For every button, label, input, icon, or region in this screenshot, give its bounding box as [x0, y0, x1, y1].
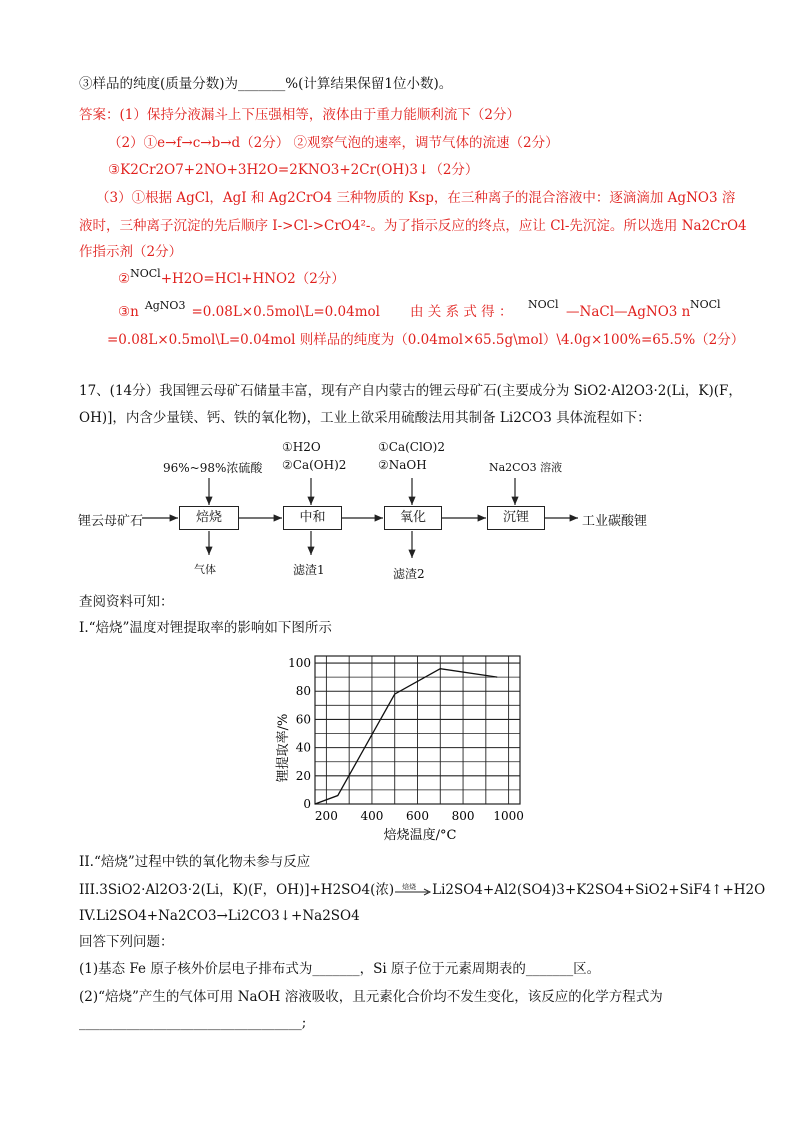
flow-reagent-1: 96%~98%浓硫酸 [163, 461, 263, 475]
flow-output-residue-2: 滤渣2 [393, 567, 425, 581]
chart-x-tick-label: 400 [360, 809, 384, 823]
answer-line-8d: NOCl [528, 298, 559, 311]
flow-reagent-3a: ①Ca(ClO)2 [378, 440, 445, 454]
info-item-2: II.“焙烧”过程中铁的氧化物未参与反应 [79, 854, 311, 870]
chart-y-tick-label: 60 [295, 712, 311, 727]
chart-y-tick-label: 0 [303, 797, 311, 811]
info-item-3 [79, 881, 765, 899]
info-item-3-rhs: Li2SO4+Al2(SO4)3+K2SO4+SiO2+SiF4↑+H2O [432, 882, 766, 898]
flow-reagent-2a: ①H2O [282, 440, 321, 454]
answer-line-6: 作指示剂（2分） [79, 244, 183, 260]
flow-start-label: 锂云母矿石 [78, 514, 144, 529]
answer-line-9: =0.08L×0.5mol\L=0.04mol 则样品的纯度为（0.04mol×65.5g\mol）\4.0g×100%=65.5%（2分） [107, 332, 745, 348]
chart-y-tick-labels [288, 656, 311, 811]
question-2-answer-blank[interactable]: _________________________________; [79, 1015, 307, 1031]
answer-line-7-formula: NOCl [130, 267, 161, 280]
lithium-extraction-chart [270, 648, 550, 844]
questions-heading: 回答下列问题： [79, 934, 174, 950]
flow-reagent-3b: ②NaOH [378, 458, 427, 472]
chart-y-axis-label: 锂提取率/% [276, 713, 291, 783]
answer-line-8-n: ③n [118, 304, 139, 320]
answer-line-2: （2）①e→f→c→b→d（2分） ②观察气泡的速率，调节气体的流速（2分） [108, 135, 559, 151]
flow-step-neutralize: 中和 [283, 506, 342, 530]
chart-series-line [315, 669, 497, 804]
answer-line-8f: NOCl [690, 298, 721, 311]
answer-line-8c: 由 关 系 式 得 ： [410, 304, 513, 320]
chart-x-tick-label: 600 [406, 809, 429, 823]
flow-output-residue-1: 滤渣1 [293, 563, 325, 577]
info-item-4: IV.Li2SO4+Na2CO3→Li2CO3↓+Na2SO4 [79, 908, 360, 924]
chart-x-tick-label: 200 [314, 809, 338, 823]
question-1: (1)基态 Fe 原子核外价层电子排布式为_______，Si 原子位于元素周期表的_______区。 [79, 961, 601, 977]
chart-x-tick-label: 800 [451, 809, 475, 823]
info-item-3-lhs: III.3SiO2·Al2O3·2(Li，K)(F，OH)]+H2SO4(浓) [79, 882, 395, 898]
answer-line-8-b: =0.08L×0.5mol\L=0.04mol [191, 304, 380, 320]
answer-line-5: 液时，三种离子沉淀的先后顺序 I->Cl->CrO4²-。为了指示反应的终点，应让 Cl-先沉淀。所以选用 Na2CrO4 [79, 218, 747, 234]
flow-step-precipitate-li: 沉锂 [487, 506, 545, 530]
answer-line-7-prefix: ② [118, 271, 131, 287]
info-heading: 查阅资料可知： [79, 594, 174, 610]
chart-x-tick-labels [315, 809, 524, 823]
answer-line-8e: —NaCl—AgNO3 n [566, 304, 691, 320]
answer-line-1: 答案：(1）保持分液漏斗上下压强相等，液体由于重力能顺利流下（2分） [79, 107, 520, 123]
answer-line-7-rest: +H2O=HCl+HNO2（2分） [160, 271, 345, 287]
flow-product-label: 工业碳酸锂 [582, 514, 648, 529]
chart-y-tick-label: 80 [295, 684, 311, 699]
q17-intro-line-2: OH)]，内含少量镁、钙、铁的氧化物)，工业上欲采用硫酸法用其制备 Li2CO3 具体流程如下： [79, 410, 651, 426]
chart-y-tick-label: 100 [288, 656, 311, 671]
answer-line-4: （3）①根据 AgCl，AgI 和 Ag2CrO4 三种物质的 Ksp，在三种离子的混合溶液中：逐滴滴加 AgNO3 溶 [96, 190, 736, 206]
q16-item3-text: ③样品的纯度(质量分数)为_______%(计算结果保留1位小数)。 [79, 76, 453, 92]
q17-intro-line-1: 17、(14分）我国锂云母矿石储量丰富，现有产自内蒙古的锂云母矿石(主要成分为 SiO2·Al2O3·2(Li，K)(F， [79, 383, 742, 399]
info-item-1: I.“焙烧”温度对锂提取率的影响如下图所示 [79, 620, 332, 636]
chart-x-axis-label: 焙烧温度/°C [383, 828, 457, 843]
flow-output-gas: 气体 [194, 563, 216, 576]
reaction-condition: 焙烧 [402, 882, 417, 891]
flow-reagent-2b: ②Ca(OH)2 [282, 458, 347, 472]
chart-series [315, 669, 497, 804]
answer-line-3: ③K2Cr2O7+2NO+3H2O=2KNO3+2Cr(OH)3↓（2分） [108, 162, 479, 178]
question-2: (2)“焙烧”产生的气体可用 NaOH 溶液吸收，且元素化合价均不发生变化，该反应的化学方程式为 [79, 989, 663, 1005]
chart-y-tick-label: 20 [295, 768, 311, 783]
flow-step-roasting: 焙烧 [179, 506, 239, 530]
chart-x-tick-label: 1000 [493, 809, 524, 823]
flow-reagent-4: Na2CO3 溶液 [489, 461, 563, 474]
chart-y-tick-label: 40 [295, 740, 311, 755]
answer-line-8-sub: AgNO3 [144, 299, 186, 312]
flow-step-oxidize: 氧化 [384, 506, 442, 530]
chart-svg [270, 648, 550, 844]
reaction-arrow [394, 884, 432, 898]
